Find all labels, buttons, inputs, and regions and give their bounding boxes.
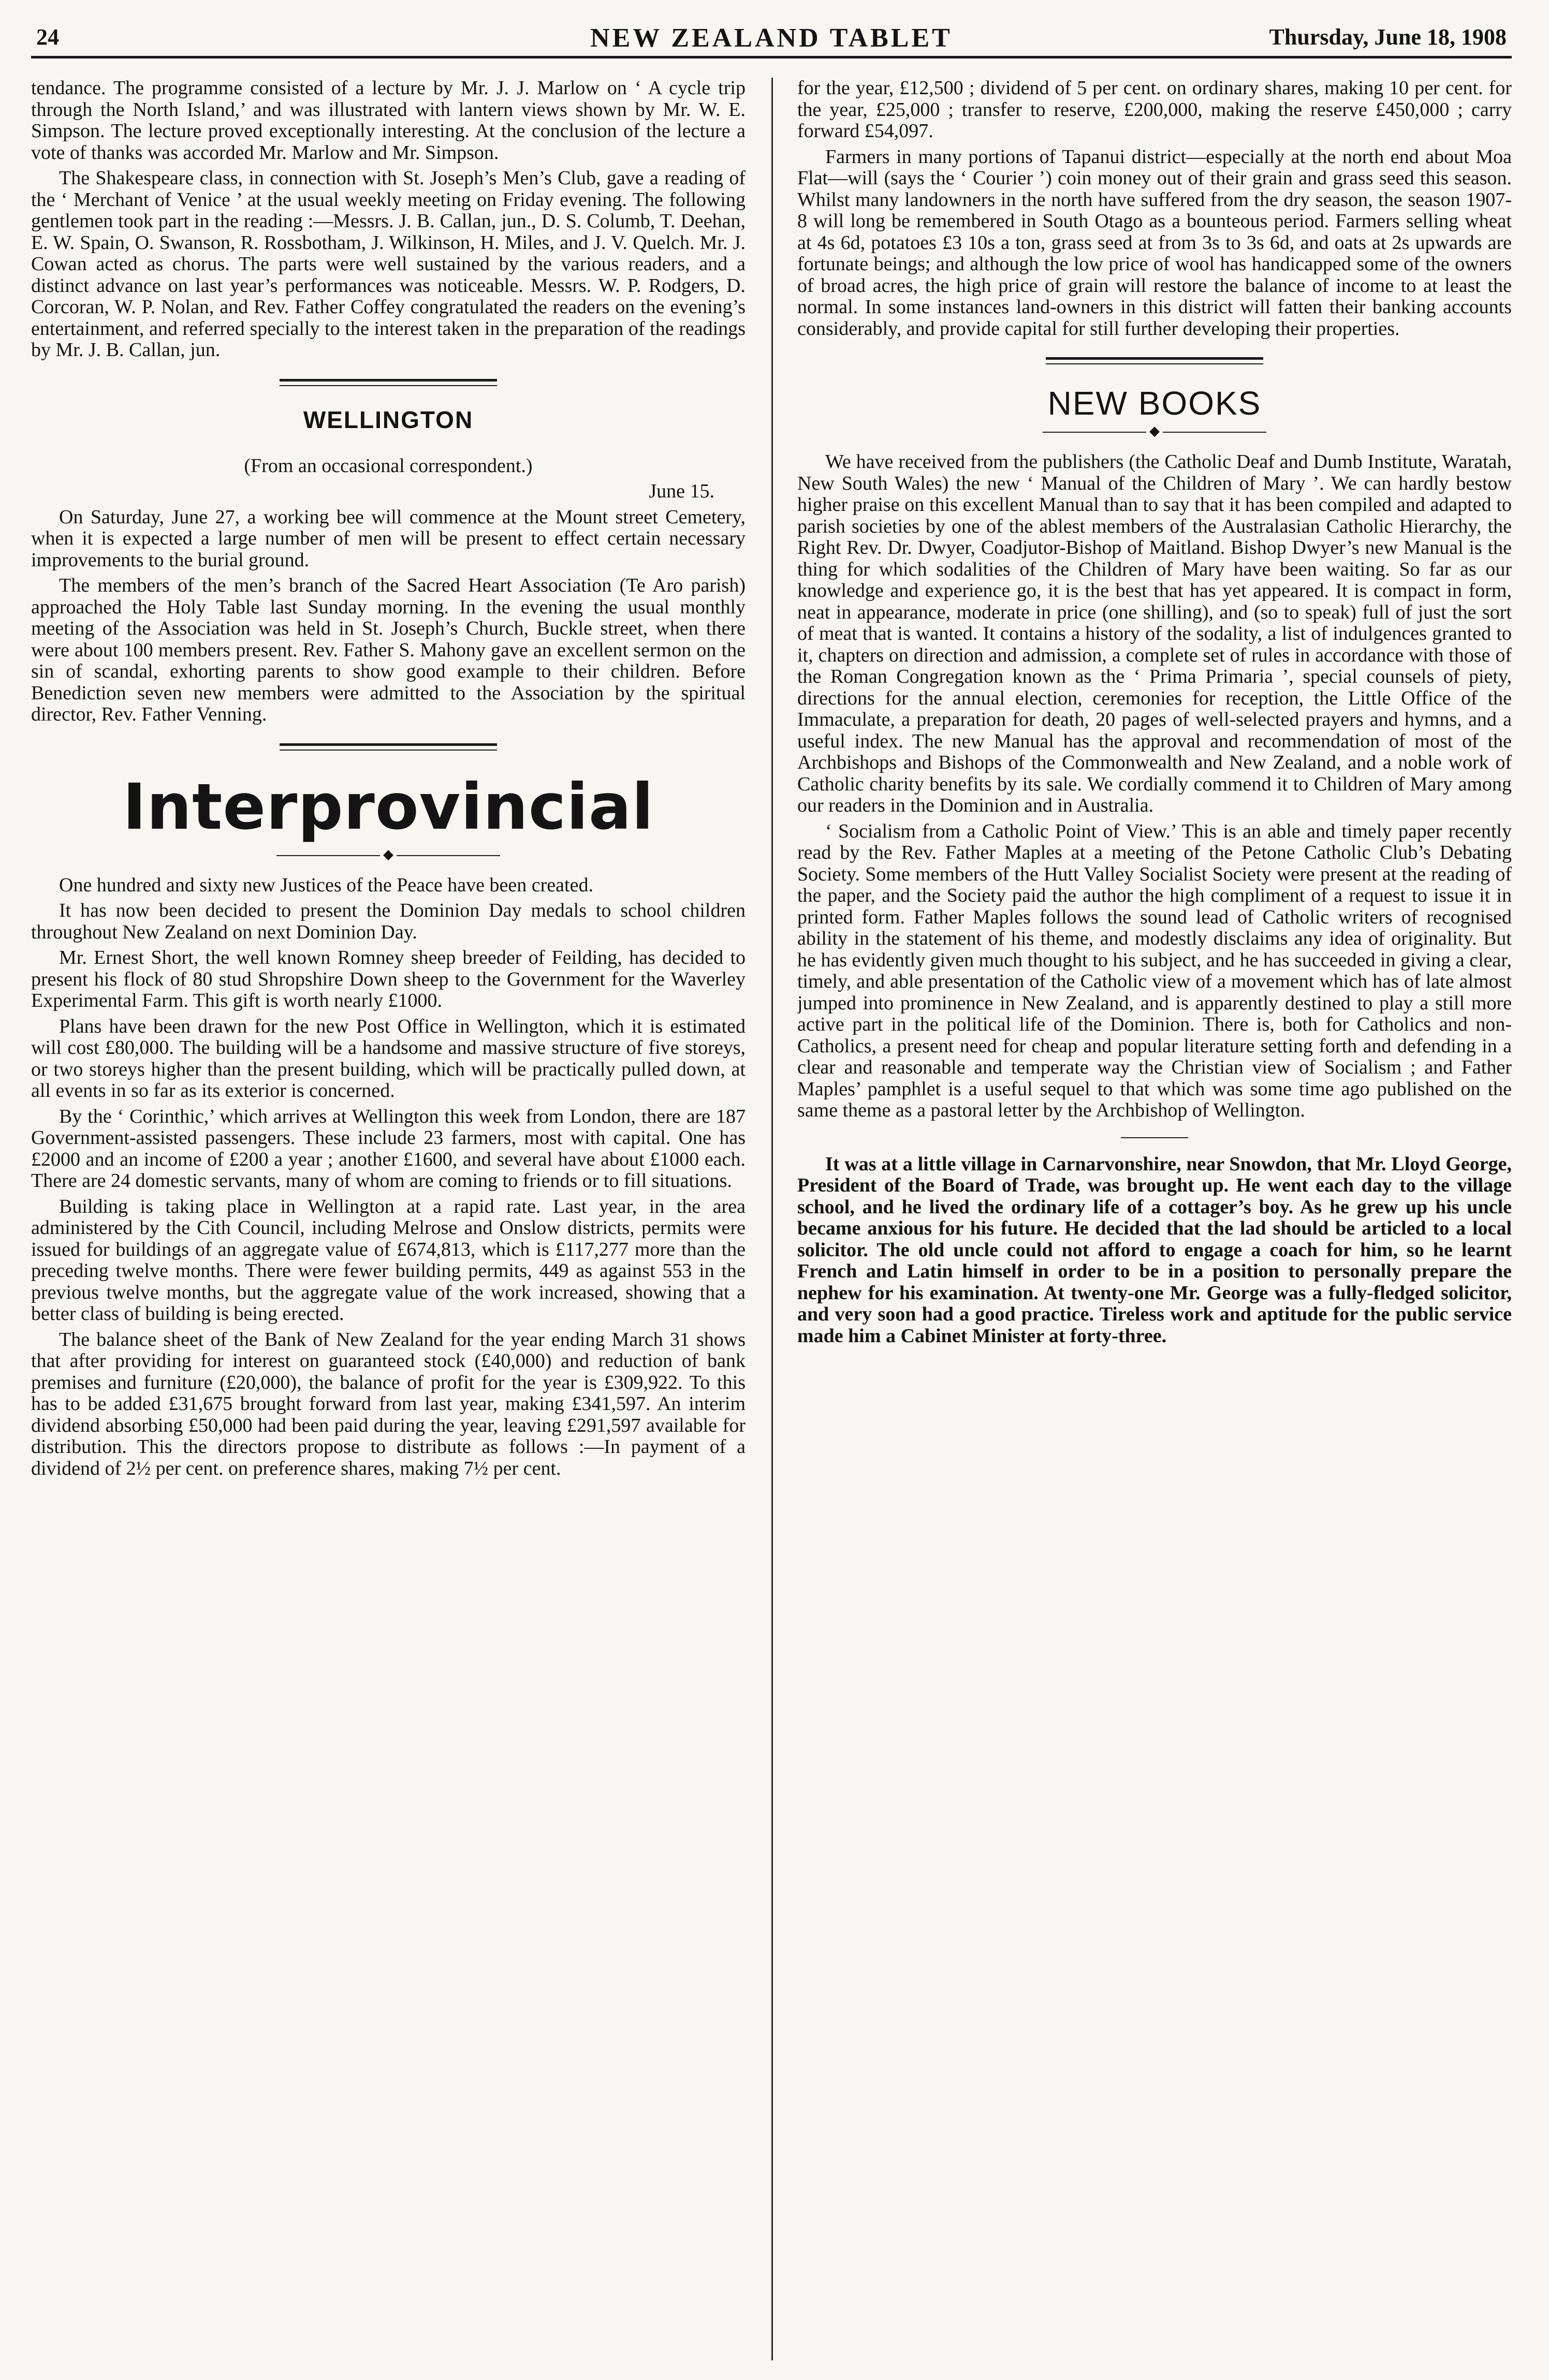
right-column xyxy=(797,78,1512,2360)
columns xyxy=(31,78,1512,2360)
wellington-date: June 15. xyxy=(649,480,714,502)
section-divider xyxy=(280,379,497,386)
new-books-paragraph: We have received from the publishers (the Catholic Deaf and Dumb Institute, Waratah, New South Wales) the new ‘ Manual of the Children of Mary ’. We can hardly bestow higher praise on this excellent Manual than to say that it has been compiled and adapted to parish societies by one of the ablest members of the Australasian Catholic Hierarchy, the Right Rev. Dr. Dwyer, Coadjutor-Bishop of Maitland. Bishop Dwyer’s new Manual is the thing for which sodalities of the Children of Mary have been waiting. So far as our knowledge and experience go, it is the best that has yet appeared. It is compact in form, neat in appearance, moderate in price (one shilling), and (so to speak) full of just the sort of meat that is wanted. It contains a history of the sodality, a list of indulgences granted to it, chapters on direction and admission, a complete set of rules in accordance with those of the Roman Congregation known as the ‘ Prima Primaria ’, special counsels of piety, directions for the annual election, ceremonies for reception, the Little Office of the Immaculate, a preparation for death, 20 pages of well-selected prayers and hymns, and a useful index. The new Manual has the approval and recommendation of most of the Archbishops and Bishops of the Commonwealth and New Zealand, and a noble work of Catholic charity benefits by its sale. We cordially commend it to Children of Mary among our readers in the Dominion and in Australia. xyxy=(797,451,1512,816)
interprovincial-paragraph: The balance sheet of the Bank of New Zealand for the year ending March 31 shows that after providing for interest on guaranteed stock (£40,000) and reduction of bank premises and furniture (£20,000), the balance of profit for the year is £309,922. To this has to be added £31,675 brought forward from last year, making £341,597. An interim dividend absorbing £50,000 had been paid during the year, leaving £291,597 available for distribution. This the directors propose to distribute as follows :—In payment of a dividend of 2½ per cent. on preference shares, making 7½ per cent. xyxy=(31,1328,746,1479)
ornament-divider: ◆ xyxy=(797,424,1512,438)
page-number: 24 xyxy=(36,24,59,50)
left-column xyxy=(31,78,746,2360)
lloyd-george-item xyxy=(797,1154,1512,1347)
continued-paragraph: for the year, £12,500 ; dividend of 5 per cent. on ordinary shares, making 10 per cent. for the year, £25,000 ; transfer to reserve, £200,000, making the reserve £450,000 ; carry forward £54,097. xyxy=(797,78,1512,142)
wellington-heading: WELLINGTON xyxy=(303,406,474,433)
wellington-paragraph: The members of the men’s branch of the Sacred Heart Association (Te Aro parish) approached the Holy Table last Sunday morning. In the evening the usual monthly meeting of the Association was held in St. Joseph’s Church, Buckle street, when there were about 100 members present. Rev. Father S. Mahony gave an excellent sermon on the sin of scandal, exhorting parents to show good example to their children. Before Benediction seven new members were admitted to the Association by the spiritual director, Rev. Father Venning. xyxy=(31,575,746,725)
interprovincial-paragraph: Plans have been drawn for the new Post Office in Wellington, which it is estimated will cost £80,000. The building will be a handsome and massive structure of five storeys, or two storeys higher than the present building, which will be practically pulled down, at all events in so far as its exterior is concerned. xyxy=(31,1015,746,1101)
intro-paragraph: The Shakespeare class, in connection with St. Joseph’s Men’s Club, gave a reading of the ‘ Merchant of Venice ’ at the usual weekly meeting on Friday evening. The following gentlemen took part in the reading :—Messrs. J. B. Callan, jun., D. S. Columb, T. Deehan, E. W. Spain, O. Swanson, R. Rossbotham, J. Wilkinson, H. Miles, and J. V. Quelch. Mr. J. Cowan acted as chorus. The parts were well sustained by the various readers, and a distinct advance on last year’s performances was noticeable. Messrs. W. P. Rodgers, D. Corcoran, W. P. Nolan, and Rev. Father Coffey congratulated the readers on the evening’s entertainment, and referred specially to the interest taken in the preparation of the readings by Mr. J. B. Callan, jun. xyxy=(31,167,746,361)
new-books-paragraph: ‘ Socialism from a Catholic Point of View.’ This is an able and timely paper recently read by the Rev. Father Maples at a meeting of the Petone Catholic Club’s Debating Society. Some members of the Hutt Valley Socialist Society were present at the reading of the paper, and the Society paid the author the high compliment of a request to issue it in printed form. Father Maples follows the sound lead of Catholic writers of recognised ability in the statement of his theme, and modestly disclaims any idea of originality. But he has evidently given much thought to his subject, and he has succeeded in giving a clear, timely, and able presentation of the Catholic view of a movement which has of late almost jumped into prominence in New Zealand, and is apparently destined to play a still more active part in the political life of the Dominion. There is, both for Catholics and non-Catholics, a present need for cheap and popular literature setting forth and defending in a clear and reasonable and temperate way the Christian view of Socialism ; and Father Maples’ pamphlet is a useful sequel to that which was some time ago published on the same theme as a pastoral letter by the Archbishop of Wellington. xyxy=(797,820,1512,1121)
interprovincial-paragraph: Mr. Ernest Short, the well known Romney sheep breeder of Feilding, has decided to present his flock of 80 stud Shropshire Down sheep to the Government for the Waverley Experimental Farm. This gift is worth nearly £1000. xyxy=(31,947,746,1011)
ornament-divider: ◆ xyxy=(31,848,746,861)
section-divider xyxy=(280,743,497,751)
continued-paragraph: Farmers in many portions of Tapanui district—especially at the north end about Moa Flat—will (says the ‘ Courier ’) coin money out of their grain and grass seed this season. Whilst many landowners in the north have suffered from the dry season, the season 1907-8 will long be remembered in South Otago as a bounteous period. Farmers selling wheat at 4s 6d, potatoes £3 10s a ton, grass seed at from 3s to 3s 6d, and oats at 2s upwards are fortunate beings; and although the low price of wool has handicapped some of the owners of broad acres, the high price of grain will restore the balance of income to at least the normal. In some instances land-owners in this district will fatten their banking accounts considerably, and provide capital for still further developing their properties. xyxy=(797,145,1512,340)
section-divider xyxy=(1046,357,1263,364)
issue-date: Thursday, June 18, 1908 xyxy=(1269,24,1507,50)
interprovincial-paragraph: By the ‘ Corinthic,’ which arrives at Wellington this week from London, there are 187 Government-assisted passengers. These include 23 farmers, most with capital. One has £2000 and an income of £200 a year ; another £1600, and several have about £1000 each. There are 24 domestic servants, many of whom are coming to friends or to fill situations. xyxy=(31,1105,746,1192)
intro-paragraph: tendance. The programme consisted of a lecture by Mr. J. J. Marlow on ‘ A cycle trip through the North Island,’ and was illustrated with lantern views shown by Mr. W. E. Simpson. The lecture proved exceptionally interesting. At the conclusion of the lecture a vote of thanks was accorded Mr. Marlow and Mr. Simpson. xyxy=(31,78,746,164)
masthead xyxy=(31,21,1512,58)
wellington-paragraph: On Saturday, June 27, a working bee will commence at the Mount street Cemetery, when it is expected a large number of men will be present to effect certain necessary improvements to the burial ground. xyxy=(31,506,746,571)
interprovincial-paragraph: Building is taking place in Wellington at a rapid rate. Last year, in the area administered by the Cith Council, including Melrose and Onslow districts, permits were issued for buildings of an aggregate value of £674,813, which is £117,277 more than the preceding twelve months. There were fewer building permits, 449 as against 553 in the previous twelve months, but the aggregate value of the work increased, showing that a better class of building is being erected. xyxy=(31,1195,746,1325)
new-books-heading: NEW BOOKS xyxy=(1047,385,1262,422)
interprovincial-paragraph: It has now been decided to present the Dominion Day medals to school children throughout New Zealand on next Dominion Day. xyxy=(31,900,746,943)
lloyd-george-paragraph: It was at a little village in Carnarvonshire, near Snowdon, that Mr. Lloyd George, President of the Board of Trade, was brought up. He went each day to the village school, and he lived the ordinary life of a cottager’s boy. As he grew up his uncle became anxious for his future. He decided that the lad should be articled to a local solicitor. The old uncle could not afford to engage a coach for him, so he learnt French and Latin himself in order to be in a position to personally prepare the nephew for his examination. At twenty-one Mr. George was a fully-fledged solicitor, and very soon had a good practice. Tireless work and aptitude for the public service made him a Cabinet Minister at forty-three. xyxy=(797,1153,1512,1347)
newspaper-page xyxy=(31,21,1512,2360)
wellington-byline: (From an occasional correspondent.) xyxy=(244,454,533,477)
column-rule xyxy=(771,78,773,2360)
paper-title: NEW ZEALAND TABLET xyxy=(590,23,953,53)
interprovincial-paragraph: One hundred and sixty new Justices of the Peace have been created. xyxy=(59,874,593,896)
short-divider xyxy=(1121,1137,1188,1138)
interprovincial-heading: Interprovincial xyxy=(122,770,654,844)
